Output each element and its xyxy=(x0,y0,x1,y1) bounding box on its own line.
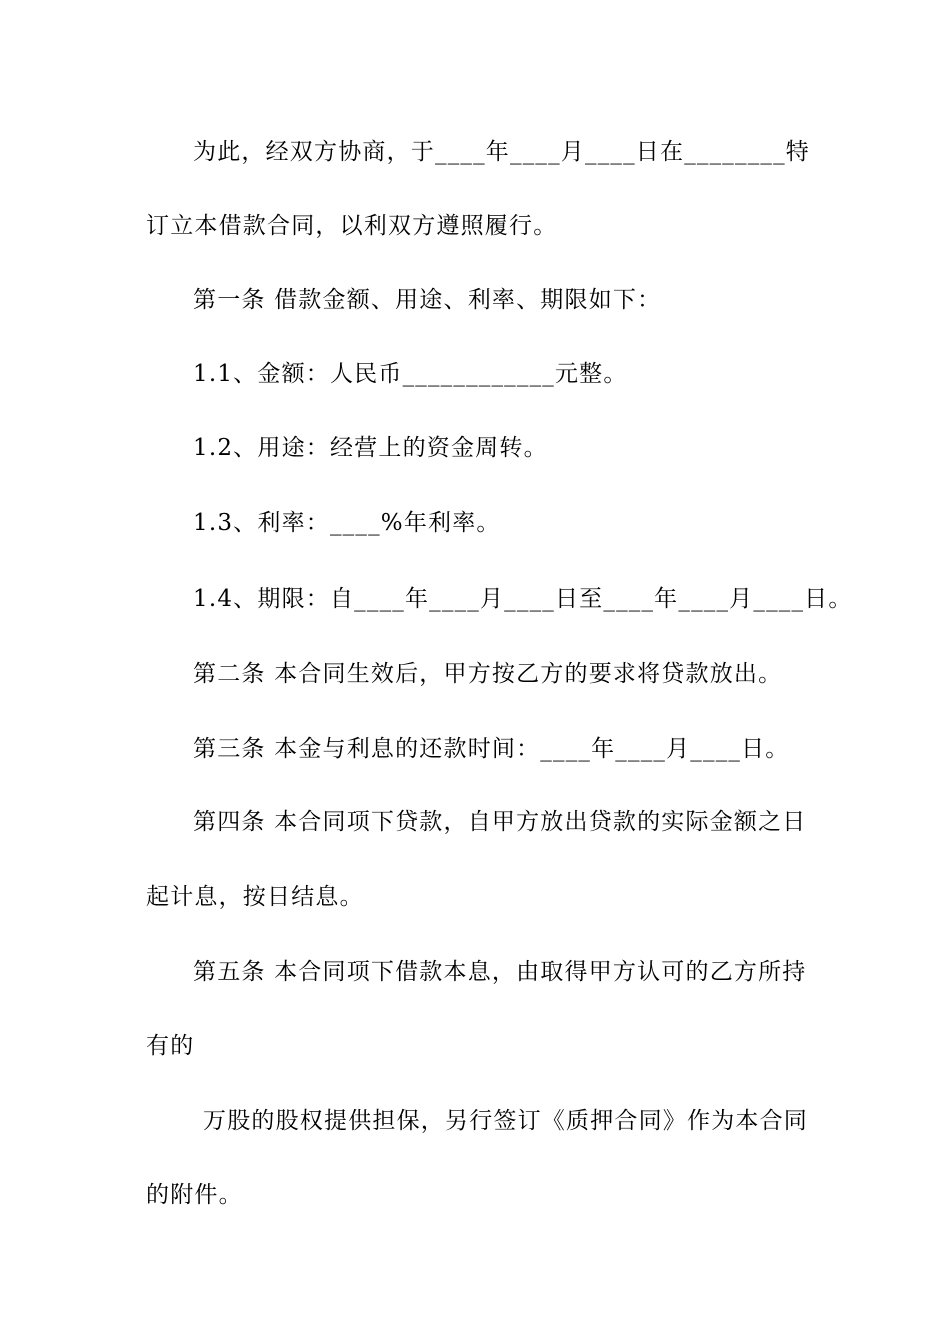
paragraph-line: 为此，经双方协商，于____年____月____日在________特 xyxy=(193,139,810,165)
paragraph-line: 起计息，按日结息。 xyxy=(146,884,364,910)
clause-term: 1.4、期限：自____年____月____日至____年____月____日。 xyxy=(193,586,853,612)
article-one-heading: 第一条 借款金额、用途、利率、期限如下： xyxy=(193,287,662,313)
article-four: 第四条 本合同项下贷款，自甲方放出贷款的实际金额之日 xyxy=(193,809,807,835)
article-two: 第二条 本合同生效后，甲方按乙方的要求将贷款放出。 xyxy=(193,661,783,687)
clause-interest-rate: 1.3、利率：____%年利率。 xyxy=(193,510,501,536)
article-three: 第三条 本金与利息的还款时间：____年____月____日。 xyxy=(193,736,790,762)
paragraph-line: 万股的股权提供担保，另行签订《质押合同》作为本合同 xyxy=(203,1108,808,1134)
article-five: 第五条 本合同项下借款本息，由取得甲方认可的乙方所持 xyxy=(193,959,807,985)
paragraph-line: 有的 xyxy=(146,1033,195,1059)
paragraph-line: 的附件。 xyxy=(146,1182,243,1208)
paragraph-line: 订立本借款合同，以利双方遵照履行。 xyxy=(146,213,558,239)
clause-purpose: 1.2、用途：经营上的资金周转。 xyxy=(193,435,548,461)
clause-amount: 1.1、金额：人民币____________元整。 xyxy=(193,361,628,387)
